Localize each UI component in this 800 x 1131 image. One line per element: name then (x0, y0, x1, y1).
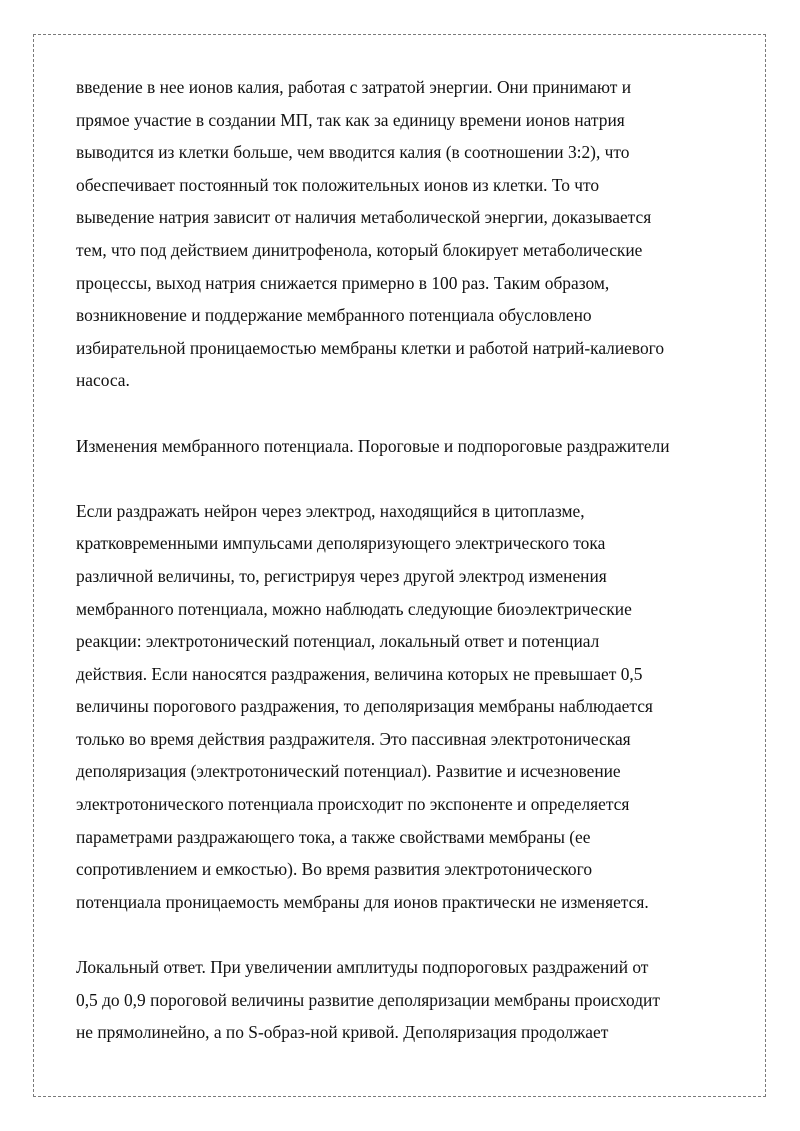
heading-text: Изменения мембранного потенциала. Пороговые и подпороговые раздражители (76, 435, 670, 456)
text-line: 0,5 до 0,9 пороговой величины развитие деполяризации мембраны происходит (76, 989, 660, 1010)
text-line: сопротивлением и емкостью). Во время развития электротонического (76, 859, 593, 880)
text-line: Если раздражать нейрон через электрод, находящийся в цитоплазме, (76, 500, 585, 521)
text-line: реакции: электротонический потенциал, локальный ответ и потенциал (76, 631, 600, 652)
text-line: избирательной проницаемостью мембраны клетки и работой натрий-калиевого (76, 337, 665, 358)
paragraph-spacer (76, 462, 726, 495)
paragraph-spacer (76, 397, 726, 430)
text-line: обеспечивает постоянный ток положительных ионов из клетки. То что (76, 174, 600, 195)
text-line: величины порогового раздражения, то деполяризация мембраны наблюдается (76, 696, 653, 717)
text-line: насоса. (76, 370, 130, 391)
text-line: мембранного потенциала, можно наблюдать следующие биоэлектрические (76, 598, 632, 619)
text-line: не прямолинейно, а по S-образ-ной кривой. Деполяризация продолжает (76, 1022, 609, 1043)
text-line: параметрами раздражающего тока, а также свойствами мембраны (ее (76, 826, 591, 847)
text-line: Локальный ответ. При увеличении амплитуды подпороговых раздражений от (76, 957, 649, 978)
text-line: электротонического потенциала происходит по экспоненте и определяется (76, 794, 630, 815)
text-line: потенциала проницаемость мембраны для ионов практически не изменяется. (76, 891, 649, 912)
text-line: прямое участие в создании МП, так как за единицу времени ионов натрия (76, 109, 625, 130)
paragraph-electrotonic-potential (76, 495, 726, 919)
text-line: действия. Если наносятся раздражения, величина которых не превышает 0,5 (76, 663, 643, 684)
document-body (76, 71, 726, 1049)
text-line: введение в нее ионов калия, работая с затратой энергии. Они принимают и (76, 77, 632, 97)
text-line: только во время действия раздражителя. Это пассивная электротоническая (76, 728, 631, 749)
section-heading (76, 430, 726, 463)
paragraph-spacer (76, 918, 726, 951)
text-line: кратковременными импульсами деполяризующего электрического тока (76, 533, 606, 554)
text-line: возникновение и поддержание мембранного потенциала обусловлено (76, 305, 592, 326)
text-line: различной величины, то, регистрируя через другой электрод изменения (76, 565, 607, 586)
text-line: процессы, выход натрия снижается примерно в 100 раз. Таким образом, (76, 272, 610, 293)
paragraph-local-response (76, 951, 726, 1049)
paragraph-sodium-potassium-pump (76, 71, 726, 397)
text-line: выведение натрия зависит от наличия метаболической энергии, доказывается (76, 207, 652, 228)
text-line: выводится из клетки больше, чем вводится калия (в соотношении 3:2), что (76, 142, 630, 163)
text-line: деполяризация (электротонический потенциал). Развитие и исчезновение (76, 761, 621, 782)
text-line: тем, что под действием динитрофенола, который блокирует метаболические (76, 239, 643, 260)
